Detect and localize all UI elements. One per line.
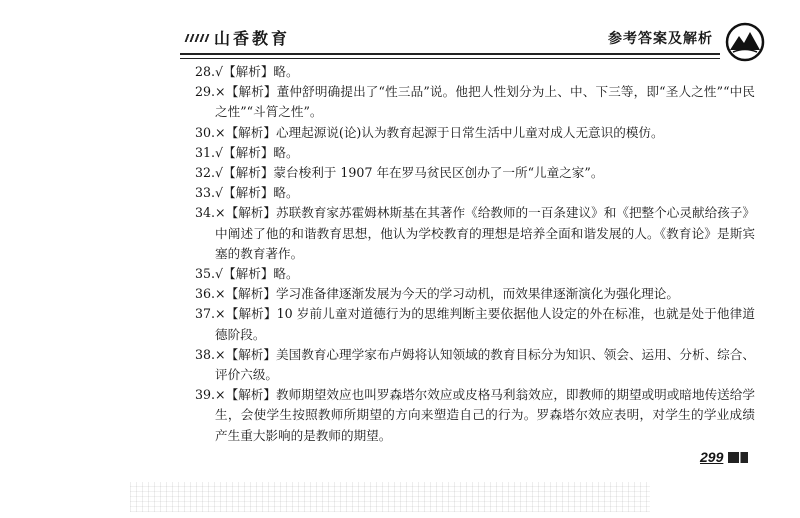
answer-item-33	[195, 183, 755, 203]
item-text: ×【解析】心理起源说(论)认为教育起源于日常生活中儿童对成人无意识的模仿。	[215, 124, 664, 140]
answer-item-31	[195, 143, 755, 163]
item-text: ×【解析】苏联教育家苏霍姆林斯基在其著作《给教师的一百条建议》和《把整个心灵献给孩子》中阐述了他的和谐教育思想，他认为学校教育的理想是培养全面和谐发展的人。《教育论》是斯宾塞的教育著作。	[215, 205, 755, 261]
mountain-badge-icon	[725, 22, 765, 62]
header-rule	[180, 53, 720, 59]
item-number: 37.	[195, 306, 216, 322]
item-number: 36.	[195, 286, 216, 302]
item-number: 29.	[195, 84, 216, 100]
item-number: 39.	[195, 387, 216, 403]
item-number: 28.	[195, 64, 216, 79]
item-text: ×【解析】美国教育心理学家布卢姆将认知领域的教育目标分为知识、领会、运用、分析、综合、评价六级。	[215, 346, 755, 383]
answer-item-35	[195, 264, 755, 284]
item-text: √【解析】略。	[215, 185, 299, 201]
answer-item-39	[195, 385, 755, 446]
item-number: 31.	[195, 144, 216, 160]
brand-name: 山香教育	[214, 29, 291, 48]
brand-logo-icon	[185, 34, 210, 42]
item-text: ×【解析】学习准备律逐渐发展为今天的学习动机，而效果律逐渐演化为强化理论。	[215, 286, 679, 302]
item-number: 38.	[195, 346, 216, 362]
item-text: √【解析】略。	[215, 64, 299, 79]
section-title: 参考答案及解析	[608, 31, 713, 47]
answer-item-32	[195, 163, 755, 183]
item-text: ×【解析】10 岁前儿童对道德行为的思维判断主要依据他人设定的外在标准，也就是处于他律道德阶段。	[215, 306, 755, 342]
brand	[186, 26, 290, 49]
page-mark-icon	[728, 452, 748, 463]
scan-noise	[130, 482, 650, 512]
item-number: 30.	[195, 124, 216, 140]
item-number: 34.	[195, 205, 216, 221]
answer-item-37	[195, 304, 755, 344]
item-text: ×【解析】教师期望效应也叫罗森塔尔效应或皮格马利翁效应，即教师的期望或明或暗地传送给学生，会使学生按照教师所期望的方向来塑造自己的行为。罗森塔尔效应表明，对学生的学业成绩产生重大影响的是教师的期望。	[215, 387, 755, 443]
answer-list	[195, 62, 755, 446]
answer-item-38	[195, 345, 755, 385]
item-number: 33.	[195, 185, 216, 201]
answer-item-29	[195, 82, 755, 122]
page-header	[180, 20, 765, 54]
page-number: 299	[700, 449, 724, 465]
item-text: √【解析】略。	[215, 144, 299, 160]
answer-item-36	[195, 284, 755, 304]
item-text: √【解析】略。	[215, 266, 299, 282]
item-number: 35.	[195, 266, 216, 282]
item-number: 32.	[195, 165, 216, 181]
answer-item-28	[195, 62, 755, 82]
item-text: √【解析】蒙台梭利于 1907 年在罗马贫民区创办了一所“儿童之家”。	[215, 165, 604, 181]
answer-item-30	[195, 123, 755, 143]
item-text: ×【解析】董仲舒明确提出了“性三品”说。他把人性划分为上、中、下三等，即“圣人之性”“中民之性”“斗筲之性”。	[215, 84, 755, 120]
answer-item-34	[195, 203, 755, 264]
